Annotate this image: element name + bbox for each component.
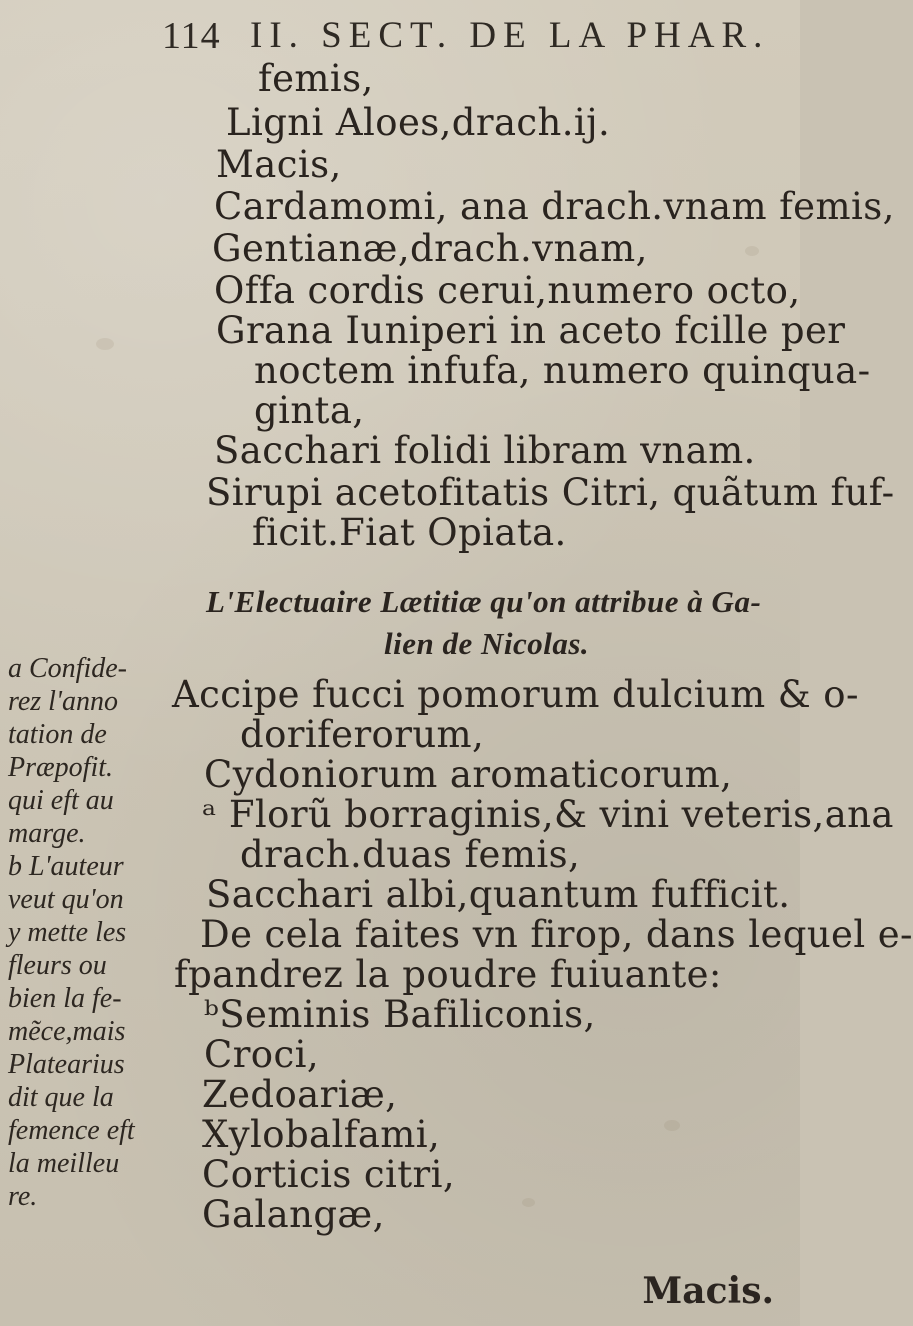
margin-note-line: a Confide- (8, 653, 127, 684)
section-heading-line: L'Electuaire Lætitiæ qu'on attribue à Ga- (206, 584, 762, 619)
margin-note-line: Platearius (8, 1049, 125, 1080)
recipe-line: Xylobalfami, (202, 1113, 441, 1156)
recipe-line: drach.duas femis, (240, 833, 581, 876)
page-number: 114 (162, 15, 221, 57)
text-line: Grana Iuniperi in aceto fcille per (216, 309, 846, 352)
text-line: Offa cordis cerui,numero octo, (214, 269, 801, 312)
section-heading-line: lien de Nicolas. (384, 626, 590, 661)
margin-note-line: marge. (8, 818, 86, 849)
margin-note-line: veut qu'on (8, 884, 124, 915)
text-line: ficit.Fiat Opiata. (252, 511, 567, 554)
margin-note-line: qui eft au (8, 785, 114, 816)
margin-note-line: fleurs ou (8, 950, 107, 981)
margin-note-line: bien la fe- (8, 983, 122, 1014)
recipe-line: Galangæ, (202, 1193, 385, 1236)
recipe-line: Croci, (204, 1033, 319, 1076)
text-line: Sirupi acetofitatis Citri, quãtum fuf- (206, 471, 895, 514)
running-head: II. SECT. DE LA PHAR. (250, 15, 770, 56)
margin-note-line: rez l'anno (8, 686, 118, 717)
catchword: Macis. (642, 1270, 774, 1312)
text-line: ginta, (254, 389, 365, 432)
margin-note-line: dit que la (8, 1082, 114, 1113)
recipe-line: ᵇSeminis Bafiliconis, (204, 993, 596, 1036)
text-line: Gentianæ,drach.vnam, (212, 227, 648, 270)
recipe-line: Accipe fucci pomorum dulcium & o- (172, 673, 859, 716)
recipe-line: De cela faites vn firop, dans lequel e- (200, 913, 913, 956)
margin-note-line: b L'auteur (8, 851, 124, 882)
text-line: Cardamomi, ana drach.vnam femis, (214, 185, 895, 228)
text-line: Macis, (216, 143, 342, 186)
recipe-line: fpandrez la poudre fuiuante: (174, 953, 722, 996)
margin-note-line: re. (8, 1181, 38, 1212)
recipe-line: Sacchari albi,quantum fufficit. (206, 873, 791, 916)
margin-note (8, 655, 158, 1245)
recipe-line: doriferorum, (240, 713, 485, 756)
text-line: noctem infufa, numero quinqua- (254, 349, 871, 392)
margin-note-line: tation de (8, 719, 107, 750)
recipe-line: ᵃ Florũ borraginis,& vini veteris,ana (202, 793, 894, 836)
margin-note-line: y mette les (8, 917, 127, 948)
text-line: femis, (258, 57, 374, 100)
margin-note-line: la meilleu (8, 1148, 120, 1179)
recipe-line: Zedoariæ, (202, 1073, 398, 1116)
margin-note-line: Præpofit. (8, 752, 114, 783)
text-line: Sacchari folidi libram vnam. (214, 429, 756, 472)
recipe-line: Cydoniorum aromaticorum, (204, 753, 733, 796)
margin-note-line: mẽce,mais (8, 1016, 126, 1047)
recipe-line: Corticis citri, (202, 1153, 455, 1196)
margin-note-line: femence eft (8, 1115, 135, 1146)
text-line: Ligni Aloes,drach.ij. (226, 101, 611, 144)
